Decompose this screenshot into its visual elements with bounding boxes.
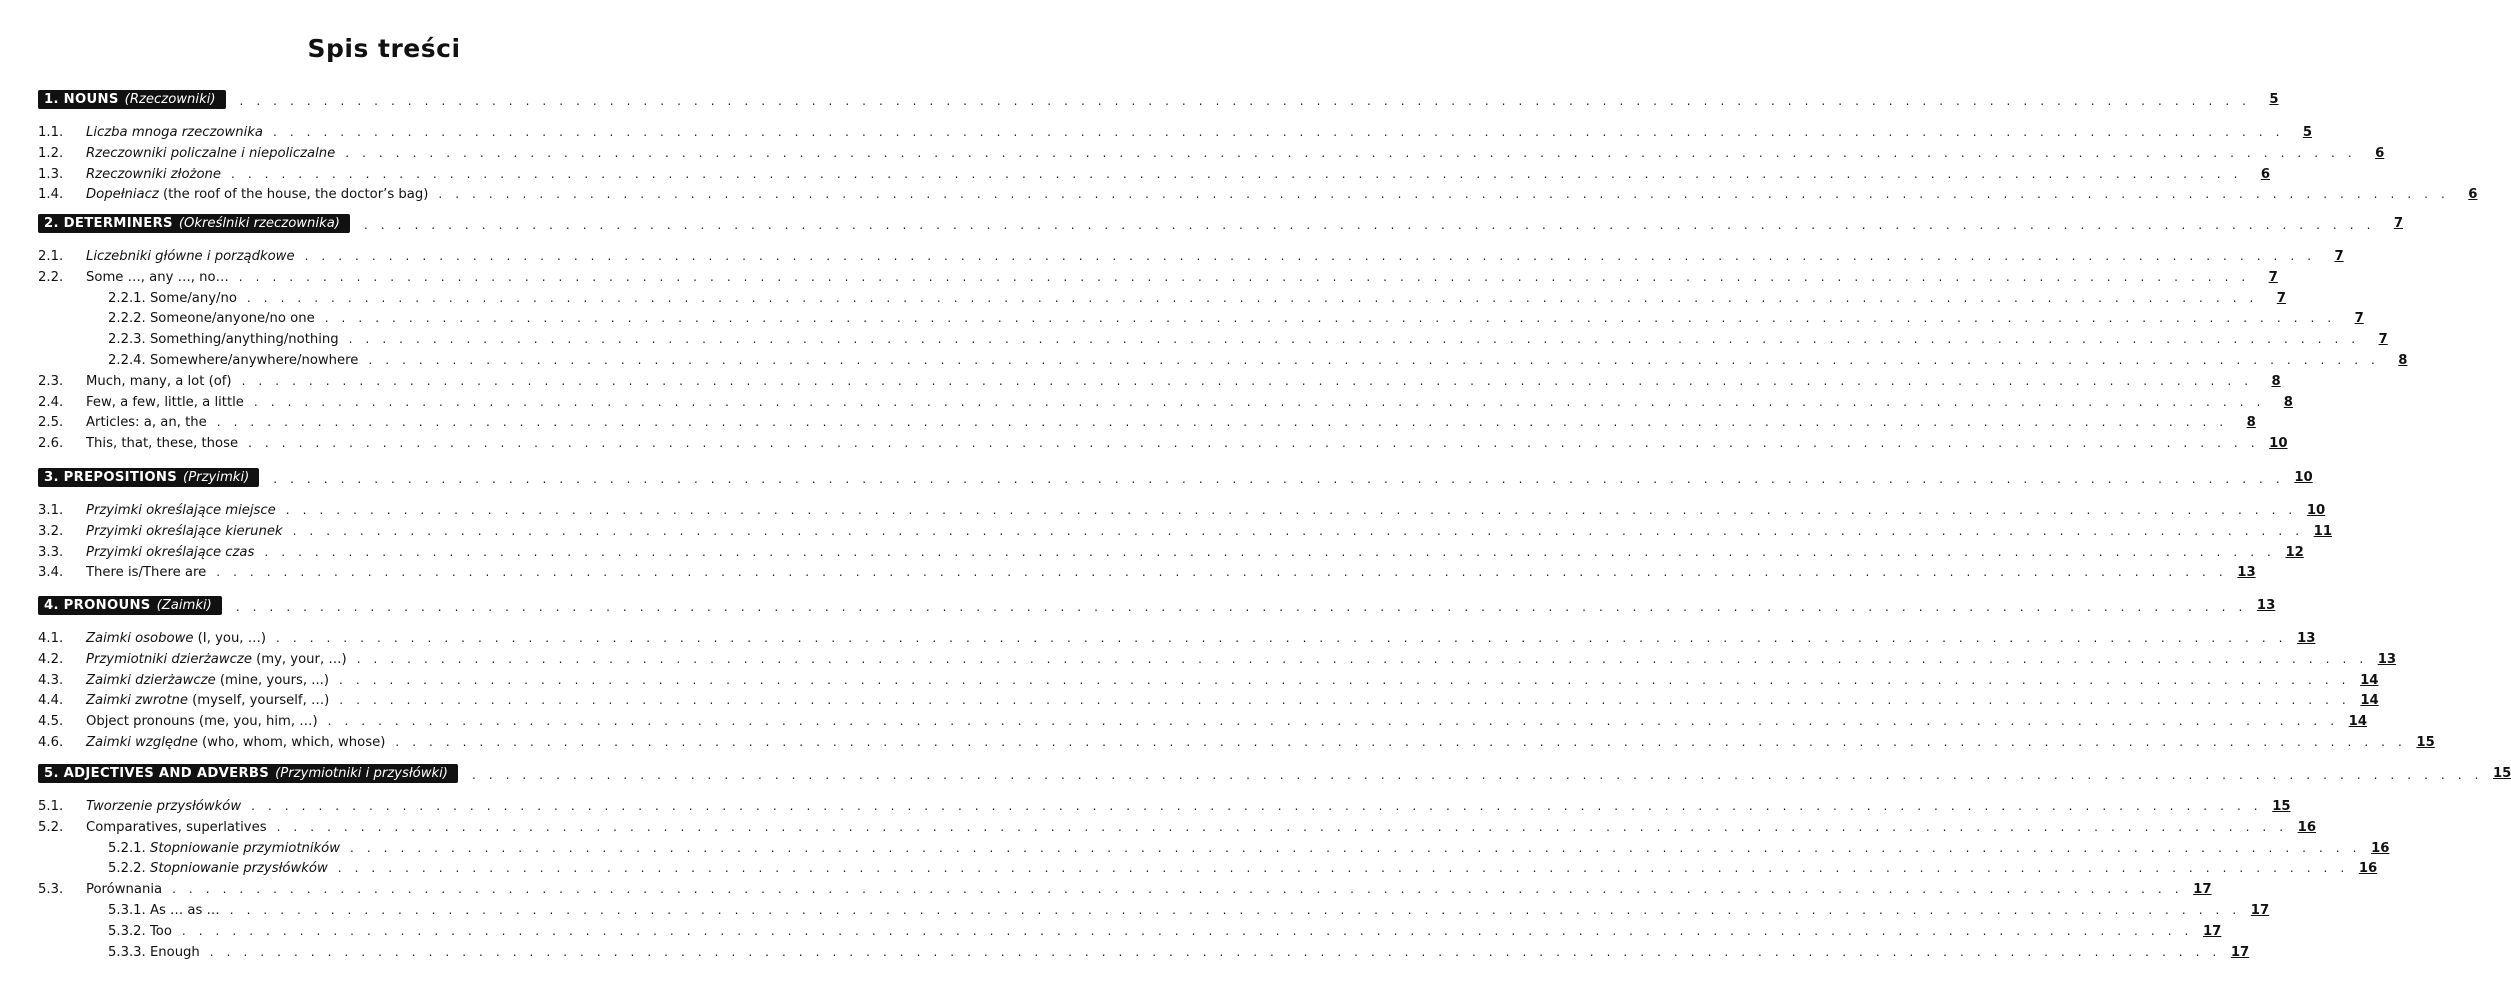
toc-entry[interactable] [38, 626, 2316, 646]
entry-number: 3.3. [38, 544, 64, 560]
entry-label [108, 841, 340, 856]
section-title: 3. PREPOSITIONS [44, 469, 178, 485]
page-number: 8 [2283, 394, 2293, 410]
entry-label-text: (mine, yours, ...) [215, 672, 330, 688]
entry-label-italic: Zaimki dzierżawcze [86, 672, 216, 688]
entry-number: 1.1. [38, 125, 64, 140]
dot-leader: . . . . . . . . . . . . . . . . . . . . . . . . . . . . . . . . . . . . . . . . . . . . . . . . . . . . . . . . . . . . . . . . . . . . . . . . . . . . . . . . . . . . . . . . . . . . . . . . . . . . . . . . . . . . . . . . . . . . . . . . [273, 472, 2285, 486]
entry-label [86, 652, 347, 667]
entry-label-text: (my, your, …) [251, 651, 347, 667]
entry-label [86, 631, 266, 646]
entry-label-italic: Liczebniki główne i porządkowe [86, 249, 295, 264]
section-heading[interactable] [38, 88, 2279, 110]
toc-entry[interactable] [38, 815, 2317, 835]
entry-label [86, 503, 276, 518]
entry-number: 5.1. [38, 799, 64, 814]
dot-leader: . . . . . . . . . . . . . . . . . . . . . . . . . . . . . . . . . . . . . . . . . . . . . . . . . . . . . . . . . . . . . . . . . . . . . . . . . . . . . . . . . . . . . . . . . . . . . . . . . . . . . . . . . . . . . . . . . . . . . . . . [395, 735, 2407, 749]
entry-number: 5.2. [38, 819, 64, 835]
page-number: 7 [2354, 311, 2364, 327]
toc-entry[interactable] [38, 410, 2256, 431]
dot-leader: . . . . . . . . . . . . . . . . . . . . . . . . . . . . . . . . . . . . . . . . . . . . . . . . . . . . . . . . . . . . . . . . . . . . . . . . . . . . . . . . . . . . . . . . . . . . . . . . . . . . . . . . . . . . . . . . . . . . . . . . [216, 415, 2228, 430]
page-title: Spis treści [307, 34, 461, 63]
toc-entry[interactable] [38, 668, 2379, 688]
entry-number: 4.3. [38, 672, 64, 688]
toc-entry[interactable] [38, 120, 2313, 140]
entry-label-italic: Przyimki określające kierunek [86, 523, 283, 539]
dot-leader: . . . . . . . . . . . . . . . . . . . . . . . . . . . . . . . . . . . . . . . . . . . . . . . . . . . . . . . . . . . . . . . . . . . . . . . . . . . . . . . . . . . . . . . . . . . . . . . . . . . . . . . . . . . . . . . . . . . . . . . . [230, 166, 2243, 181]
toc-entry[interactable] [38, 794, 2291, 814]
entry-label-text: (the roof of the house, the doctor’s bag) [158, 187, 429, 203]
entry-label-italic: Liczba mnoga rzeczownika [86, 125, 263, 140]
entry-label [108, 311, 315, 326]
entry-number: 1.2. [38, 145, 64, 161]
entry-label-italic: Przyimki określające miejsce [86, 503, 276, 518]
section-title: 5. ADJECTIVES AND ADVERBS [44, 765, 270, 781]
entry-number: 3.2. [38, 523, 64, 539]
entry-label [86, 673, 329, 688]
dot-leader: . . . . . . . . . . . . . . . . . . . . . . . . . . . . . . . . . . . . . . . . . . . . . . . . . . . . . . . . . . . . . . . . . . . . . . . . . . . . . . . . . . . . . . . . . . . . . . . . . . . . . . . . . . . . . . . . . . . . . . . . [292, 523, 2304, 538]
toc-entry[interactable] [38, 730, 2435, 750]
dot-leader: . . . . . . . . . . . . . . . . . . . . . . . . . . . . . . . . . . . . . . . . . . . . . . . . . . . . . . . . . . . . . . . . . . . . . . . . . . . . . . . . . . . . . . . . . . . . . . . . . . . . . . . . . . . . . . . . . . . . . . . . [348, 332, 2360, 347]
entry-label-text: Comparatives, superlatives [86, 819, 267, 835]
dot-leader: . . . . . . . . . . . . . . . . . . . . . . . . . . . . . . . . . . . . . . . . . . . . . . . . . . . . . . . . . . . . . . . . . . . . . . . . . . . . . . . . . . . . . . . . . . . . . . . . . . . . . . . . . . . . . . . . . . . . . . . . [238, 269, 2250, 284]
dot-leader: . . . . . . . . . . . . . . . . . . . . . . . . . . . . . . . . . . . . . . . . . . . . . . . . . . . . . . . . . . . . . . . . . . . . . . . . . . . . . . . . . . . . . . . . . . . . . . . . . . . . . . . . . . . . . . . . . . . . . . . . [209, 944, 2221, 959]
page-number: 5 [2269, 91, 2279, 107]
entry-label-text: Much, many, a lot (of) [86, 373, 232, 389]
entry-number: 2.2. [38, 269, 64, 285]
dot-leader: . . . . . . . . . . . . . . . . . . . . . . . . . . . . . . . . . . . . . . . . . . . . . . . . . . . . . . . . . . . . . . . . . . . . . . . . . . . . . . . . . . . . . . . . . . . . . . . . . . . . . . . . . . . . . . . . . . . . . . . . [363, 218, 2376, 232]
dot-leader: . . . . . . . . . . . . . . . . . . . . . . . . . . . . . . . . . . . . . . . . . . . . . . . . . . . . . . . . . . . . . . . . . . . . . . . . . . . . . . . . . . . . . . . . . . . . . . . . . . . . . . . . . . . . . . . . . . . . . . . . [246, 290, 2258, 305]
page-number: 16 [2358, 861, 2378, 877]
dot-leader: . . . . . . . . . . . . . . . . . . . . . . . . . . . . . . . . . . . . . . . . . . . . . . . . . . . . . . . . . . . . . . . . . . . . . . . . . . . . . . . . . . . . . . . . . . . . . . . . . . . . . . . . . . . . . . . . . . . . . . . . [239, 94, 2251, 108]
entry-label-italic: Przyimki określające czas [86, 544, 255, 560]
entry-label [108, 291, 237, 306]
entry-label-text: 5.2.1. [108, 840, 150, 856]
entry-number: 3.4. [38, 565, 64, 581]
entry-label-text: (myself, yourself, …) [187, 693, 330, 709]
section-heading[interactable] [38, 762, 2511, 784]
entry-number: 5.3. [38, 882, 64, 898]
toc-entry[interactable] [38, 919, 2222, 939]
page-number: 7 [2393, 215, 2404, 231]
page-number: 8 [2398, 353, 2408, 368]
dot-leader: . . . . . . . . . . . . . . . . . . . . . . . . . . . . . . . . . . . . . . . . . . . . . . . . . . . . . . . . . . . . . . . . . . . . . . . . . . . . . . . . . . . . . . . . . . . . . . . . . . . . . . . . . . . . . . . . . . . . . . . . [235, 600, 2247, 614]
section-title: 2. DETERMINERS [44, 215, 173, 231]
section-subtitle: (Zaimki) [156, 597, 212, 613]
entry-label-text: 2.2.2. Someone/anyone/no one [108, 311, 315, 327]
entry-label-text: Articles: a, an, the [86, 415, 207, 431]
entry-label-italic: Rzeczowniki złożone [86, 166, 221, 182]
page-number: 7 [2334, 249, 2344, 264]
toc-entry[interactable] [38, 244, 2344, 264]
dot-leader: . . . . . . . . . . . . . . . . . . . . . . . . . . . . . . . . . . . . . . . . . . . . . . . . . . . . . . . . . . . . . . . . . . . . . . . . . . . . . . . . . . . . . . . . . . . . . . . . . . . . . . . . . . . . . . . . . . . . . . . . [285, 503, 2297, 517]
entry-label-italic: Zaimki zwrotne [86, 693, 188, 709]
entry-label [108, 903, 220, 918]
toc-entry[interactable] [38, 286, 2286, 306]
page-number: 7 [2276, 290, 2286, 306]
toc-entry[interactable] [38, 836, 2390, 856]
page-number: 10 [2269, 436, 2288, 452]
page-number: 8 [2246, 415, 2256, 431]
toc-entry[interactable] [38, 182, 2478, 203]
page-number: 13 [2297, 631, 2316, 646]
entry-label-text: Some …, any …, no… [86, 269, 229, 285]
toc-entry[interactable] [38, 877, 2212, 898]
dot-leader: . . . . . . . . . . . . . . . . . . . . . . . . . . . . . . . . . . . . . . . . . . . . . . . . . . . . . . . . . . . . . . . . . . . . . . . . . . . . . . . . . . . . . . . . . . . . . . . . . . . . . . . . . . . . . . . . . . . . . . . . [241, 373, 2253, 388]
toc-entry[interactable] [38, 162, 2271, 182]
toc-entry[interactable] [38, 431, 2288, 452]
page-number: 13 [2377, 651, 2397, 667]
page-number: 13 [2237, 565, 2256, 581]
entry-number: 2.4. [38, 394, 64, 410]
section-badge [38, 468, 259, 487]
page-number: 17 [2193, 882, 2212, 898]
entry-label [108, 861, 328, 876]
entry-label-italic: Stopniowanie przymiotników [149, 840, 340, 856]
toc-entry[interactable] [38, 265, 2278, 285]
entry-label [86, 436, 238, 451]
page-number: 17 [2230, 944, 2250, 960]
entry-label-text: Few, a few, little, a little [86, 394, 244, 410]
entry-label [86, 882, 162, 897]
entry-label [108, 332, 339, 347]
section-subtitle: (Przyimki) [183, 469, 250, 485]
dot-leader: . . . . . . . . . . . . . . . . . . . . . . . . . . . . . . . . . . . . . . . . . . . . . . . . . . . . . . . . . . . . . . . . . . . . . . . . . . . . . . . . . . . . . . . . . . . . . . . . . . . . . . . . . . . . . . . . . . . . . . . . [471, 768, 2483, 782]
entry-label-italic: Zaimki względne [86, 735, 198, 750]
dot-leader: . . . . . . . . . . . . . . . . . . . . . . . . . . . . . . . . . . . . . . . . . . . . . . . . . . . . . . . . . . . . . . . . . . . . . . . . . . . . . . . . . . . . . . . . . . . . . . . . . . . . . . . . . . . . . . . . . . . . . . . . [368, 353, 2380, 367]
page-number: 6 [2468, 187, 2478, 203]
section-badge [38, 764, 458, 783]
entry-label-italic: Stopniowanie przysłówków [149, 861, 328, 877]
dot-leader: . . . . . . . . . . . . . . . . . . . . . . . . . . . . . . . . . . . . . . . . . . . . . . . . . . . . . . . . . . . . . . . . . . . . . . . . . . . . . . . . . . . . . . . . . . . . . . . . . . . . . . . . . . . . . . . . . . . . . . . . [324, 311, 2336, 326]
entry-label [86, 395, 244, 410]
dot-leader: . . . . . . . . . . . . . . . . . . . . . . . . . . . . . . . . . . . . . . . . . . . . . . . . . . . . . . . . . . . . . . . . . . . . . . . . . . . . . . . . . . . . . . . . . . . . . . . . . . . . . . . . . . . . . . . . . . . . . . . . [181, 923, 2193, 938]
entry-label [86, 270, 229, 285]
toc-entry[interactable] [38, 327, 2388, 348]
page-number: 16 [2297, 819, 2317, 835]
dot-leader: . . . . . . . . . . . . . . . . . . . . . . . . . . . . . . . . . . . . . . . . . . . . . . . . . . . . . . . . . . . . . . . . . . . . . . . . . . . . . . . . . . . . . . . . . . . . . . . . . . . . . . . . . . . . . . . . . . . . . . . . [438, 187, 2450, 202]
entry-number: 2.3. [38, 373, 64, 389]
toc-entry[interactable] [38, 647, 2397, 667]
toc-entry[interactable] [38, 688, 2379, 709]
entry-label [86, 820, 267, 835]
entry-label-text: 5.2.2. [108, 861, 150, 877]
entry-label-italic: Dopełniacz [86, 187, 159, 203]
page-number: 14 [2360, 672, 2379, 688]
dot-leader: . . . . . . . . . . . . . . . . . . . . . . . . . . . . . . . . . . . . . . . . . . . . . . . . . . . . . . . . . . . . . . . . . . . . . . . . . . . . . . . . . . . . . . . . . . . . . . . . . . . . . . . . . . . . . . . . . . . . . . . . [229, 903, 2241, 917]
dot-leader: . . . . . . . . . . . . . . . . . . . . . . . . . . . . . . . . . . . . . . . . . . . . . . . . . . . . . . . . . . . . . . . . . . . . . . . . . . . . . . . . . . . . . . . . . . . . . . . . . . . . . . . . . . . . . . . . . . . . . . . . [339, 672, 2351, 687]
page-number: 12 [2285, 544, 2304, 560]
entry-label-text: 5.3.2. Too [108, 923, 172, 939]
entry-label [108, 353, 358, 368]
dot-leader: . . . . . . . . . . . . . . . . . . . . . . . . . . . . . . . . . . . . . . . . . . . . . . . . . . . . . . . . . . . . . . . . . . . . . . . . . . . . . . . . . . . . . . . . . . . . . . . . . . . . . . . . . . . . . . . . . . . . . . . . [276, 819, 2288, 834]
entry-label [86, 524, 283, 539]
dot-leader: . . . . . . . . . . . . . . . . . . . . . . . . . . . . . . . . . . . . . . . . . . . . . . . . . . . . . . . . . . . . . . . . . . . . . . . . . . . . . . . . . . . . . . . . . . . . . . . . . . . . . . . . . . . . . . . . . . . . . . . . [356, 651, 2368, 666]
entry-label-text: 2.2.3. Something/anything/nothing [108, 332, 339, 348]
entry-label-italic: Rzeczowniki policzalne i niepoliczalne [86, 145, 336, 161]
page-number: 8 [2271, 373, 2281, 389]
toc-entry[interactable] [38, 141, 2385, 161]
section-title: 4. PRONOUNS [44, 597, 151, 613]
entry-number: 1.4. [38, 187, 64, 203]
entry-label [108, 924, 172, 939]
entry-label-text: Object pronouns (me, you, him, …) [86, 714, 318, 730]
section-subtitle: (Rzeczowniki) [124, 91, 216, 107]
entry-label [86, 693, 329, 708]
section-heading[interactable] [38, 466, 2313, 488]
dot-leader: . . . . . . . . . . . . . . . . . . . . . . . . . . . . . . . . . . . . . . . . . . . . . . . . . . . . . . . . . . . . . . . . . . . . . . . . . . . . . . . . . . . . . . . . . . . . . . . . . . . . . . . . . . . . . . . . . . . . . . . . [216, 565, 2228, 580]
entry-label [86, 167, 221, 182]
entry-label [86, 714, 318, 729]
entry-label [86, 125, 263, 140]
entry-label [86, 415, 207, 430]
page-number: 6 [2375, 145, 2385, 161]
dot-leader: . . . . . . . . . . . . . . . . . . . . . . . . . . . . . . . . . . . . . . . . . . . . . . . . . . . . . . . . . . . . . . . . . . . . . . . . . . . . . . . . . . . . . . . . . . . . . . . . . . . . . . . . . . . . . . . . . . . . . . . . [276, 631, 2288, 645]
entry-label-text: 2.2.1. Some/any/no [108, 290, 237, 306]
toc-entry[interactable] [38, 560, 2256, 581]
entry-label-text: 2.2.4. Somewhere/anywhere/nowhere [108, 353, 359, 368]
toc-entry[interactable] [38, 540, 2304, 560]
toc-entry[interactable] [38, 519, 2332, 539]
page-number: 6 [2260, 166, 2271, 182]
entry-number: 2.1. [38, 249, 64, 264]
page-number: 15 [2493, 765, 2511, 781]
entry-number: 2.6. [38, 436, 64, 452]
dot-leader: . . . . . . . . . . . . . . . . . . . . . . . . . . . . . . . . . . . . . . . . . . . . . . . . . . . . . . . . . . . . . . . . . . . . . . . . . . . . . . . . . . . . . . . . . . . . . . . . . . . . . . . . . . . . . . . . . . . . . . . . [264, 544, 2276, 559]
entry-label-text: (who, whom, which, whose) [197, 735, 386, 750]
dot-leader: . . . . . . . . . . . . . . . . . . . . . . . . . . . . . . . . . . . . . . . . . . . . . . . . . . . . . . . . . . . . . . . . . . . . . . . . . . . . . . . . . . . . . . . . . . . . . . . . . . . . . . . . . . . . . . . . . . . . . . . . [248, 436, 2260, 451]
toc-entry[interactable] [38, 390, 2293, 410]
toc-entry[interactable] [38, 348, 2408, 368]
entry-label-text: Porównania [86, 882, 163, 898]
entry-label [86, 374, 232, 389]
entry-label-italic: Zaimki osobowe [86, 631, 194, 646]
section-subtitle: (Określniki rzeczownika) [178, 215, 340, 231]
section-badge [38, 596, 222, 615]
entry-label [86, 735, 385, 750]
entry-number: 2.5. [38, 415, 64, 431]
entry-number: 4.5. [38, 714, 64, 730]
toc-entry[interactable] [38, 306, 2364, 327]
entry-label-italic: Tworzenie przysłówków [86, 799, 242, 814]
toc-entry[interactable] [38, 709, 2368, 730]
page-number: 7 [2268, 269, 2278, 285]
section-badge [38, 90, 226, 109]
page-number: 15 [2272, 799, 2291, 814]
page-number: 7 [2378, 332, 2388, 348]
entry-label-text: (I, you, …) [193, 631, 267, 646]
dot-leader: . . . . . . . . . . . . . . . . . . . . . . . . . . . . . . . . . . . . . . . . . . . . . . . . . . . . . . . . . . . . . . . . . . . . . . . . . . . . . . . . . . . . . . . . . . . . . . . . . . . . . . . . . . . . . . . . . . . . . . . . [272, 125, 2285, 139]
page-number: 17 [2202, 923, 2222, 939]
entry-label [108, 945, 200, 960]
page-number: 16 [2371, 840, 2390, 856]
entry-label-text: This, that, these, those [86, 436, 239, 452]
entry-number: 1.3. [38, 166, 64, 182]
page-number: 10 [2306, 503, 2326, 518]
dot-leader: . . . . . . . . . . . . . . . . . . . . . . . . . . . . . . . . . . . . . . . . . . . . . . . . . . . . . . . . . . . . . . . . . . . . . . . . . . . . . . . . . . . . . . . . . . . . . . . . . . . . . . . . . . . . . . . . . . . . . . . . [253, 394, 2265, 409]
page-number: 14 [2348, 714, 2368, 730]
page-number: 11 [2313, 523, 2332, 539]
dot-leader: . . . . . . . . . . . . . . . . . . . . . . . . . . . . . . . . . . . . . . . . . . . . . . . . . . . . . . . . . . . . . . . . . . . . . . . . . . . . . . . . . . . . . . . . . . . . . . . . . . . . . . . . . . . . . . . . . . . . . . . . [327, 714, 2339, 729]
entry-number: 4.1. [38, 631, 64, 646]
section-subtitle: (Przymiotniki i przysłówki) [275, 765, 448, 781]
entry-label [86, 799, 241, 814]
entry-number: 4.2. [38, 651, 64, 667]
toc-entry[interactable] [38, 369, 2281, 389]
dot-leader: . . . . . . . . . . . . . . . . . . . . . . . . . . . . . . . . . . . . . . . . . . . . . . . . . . . . . . . . . . . . . . . . . . . . . . . . . . . . . . . . . . . . . . . . . . . . . . . . . . . . . . . . . . . . . . . . . . . . . . . . [304, 249, 2316, 263]
toc-entry[interactable] [38, 898, 2270, 918]
entry-label [86, 249, 295, 264]
section-badge [38, 214, 350, 233]
entry-label [86, 187, 428, 202]
entry-label-text: 5.3.1. As … as … [108, 903, 220, 918]
dot-leader: . . . . . . . . . . . . . . . . . . . . . . . . . . . . . . . . . . . . . . . . . . . . . . . . . . . . . . . . . . . . . . . . . . . . . . . . . . . . . . . . . . . . . . . . . . . . . . . . . . . . . . . . . . . . . . . . . . . . . . . . [350, 840, 2362, 855]
dot-leader: . . . . . . . . . . . . . . . . . . . . . . . . . . . . . . . . . . . . . . . . . . . . . . . . . . . . . . . . . . . . . . . . . . . . . . . . . . . . . . . . . . . . . . . . . . . . . . . . . . . . . . . . . . . . . . . . . . . . . . . . [251, 799, 2263, 813]
page-number: 14 [2360, 693, 2379, 709]
entry-label [86, 545, 254, 560]
toc-entry[interactable] [38, 856, 2378, 877]
entry-label-text: There is/There are [86, 565, 207, 581]
page-number: 5 [2302, 125, 2313, 140]
dot-leader: . . . . . . . . . . . . . . . . . . . . . . . . . . . . . . . . . . . . . . . . . . . . . . . . . . . . . . . . . . . . . . . . . . . . . . . . . . . . . . . . . . . . . . . . . . . . . . . . . . . . . . . . . . . . . . . . . . . . . . . . [337, 861, 2349, 876]
page-number: 15 [2416, 735, 2435, 750]
entry-label [86, 146, 335, 161]
page-number: 17 [2250, 903, 2270, 918]
toc-entry[interactable] [38, 940, 2250, 960]
toc-entry[interactable] [38, 498, 2326, 518]
page-number: 10 [2294, 469, 2313, 485]
dot-leader: . . . . . . . . . . . . . . . . . . . . . . . . . . . . . . . . . . . . . . . . . . . . . . . . . . . . . . . . . . . . . . . . . . . . . . . . . . . . . . . . . . . . . . . . . . . . . . . . . . . . . . . . . . . . . . . . . . . . . . . . [339, 693, 2351, 708]
entry-label-italic: Przymiotniki dzierżawcze [86, 651, 252, 667]
page-number: 13 [2256, 597, 2276, 613]
dot-leader: . . . . . . . . . . . . . . . . . . . . . . . . . . . . . . . . . . . . . . . . . . . . . . . . . . . . . . . . . . . . . . . . . . . . . . . . . . . . . . . . . . . . . . . . . . . . . . . . . . . . . . . . . . . . . . . . . . . . . . . . [172, 882, 2184, 897]
dot-leader: . . . . . . . . . . . . . . . . . . . . . . . . . . . . . . . . . . . . . . . . . . . . . . . . . . . . . . . . . . . . . . . . . . . . . . . . . . . . . . . . . . . . . . . . . . . . . . . . . . . . . . . . . . . . . . . . . . . . . . . . [345, 145, 2357, 160]
section-heading[interactable] [38, 594, 2276, 616]
entry-label-text: 5.3.3. Enough [108, 944, 200, 960]
section-heading[interactable] [38, 212, 2404, 234]
entry-number: 4.6. [38, 735, 64, 750]
section-title: 1. NOUNS [44, 91, 119, 107]
entry-label [86, 565, 206, 580]
entry-number: 4.4. [38, 693, 64, 709]
entry-number: 3.1. [38, 503, 64, 518]
